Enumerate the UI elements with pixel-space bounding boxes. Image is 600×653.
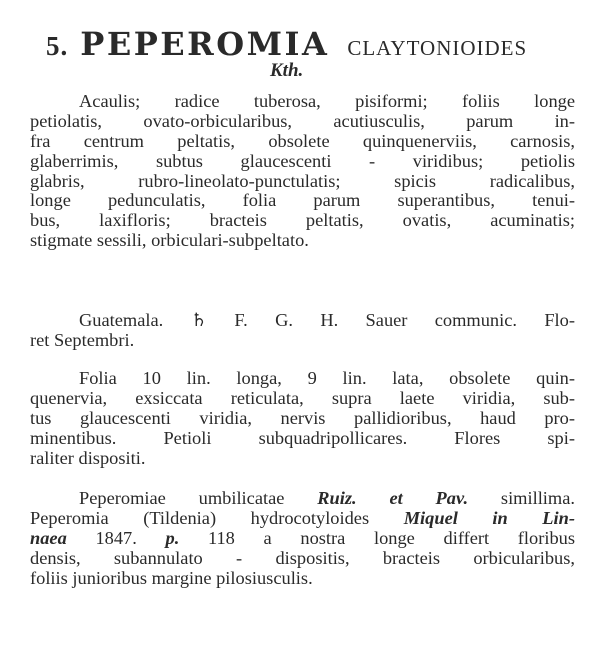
text-line — [30, 509, 575, 529]
cited-authors: Ruiz. et Pav. — [317, 488, 469, 508]
text-line: stigmate sessili, orbiculari-subpeltato. — [30, 230, 309, 251]
species-number: 5. — [46, 31, 69, 61]
species-epithet: CLAYTONIOIDES — [347, 36, 528, 60]
text-line: bus, laxifloris; bracteis peltatis, ovatis, acuminatis; — [30, 210, 575, 231]
text-line — [30, 489, 575, 509]
comparison-paragraph — [30, 489, 575, 588]
cited-journal: naea — [30, 527, 67, 548]
text-line: glabris, rubro-lineolato-punctulatis; spicis radicalibus, — [30, 170, 575, 191]
text-line: ret Septembri. — [30, 329, 135, 350]
locality-paragraph — [30, 311, 575, 351]
text-run: simillima. — [468, 488, 575, 508]
text-run: Peperomiae umbilicatae — [79, 488, 318, 508]
text-line: foliis junioribus margine pilosiusculis. — [30, 567, 313, 588]
text-line: fra centrum peltatis, obsolete quinquenerviis, carnosis, — [30, 130, 575, 151]
leaves-paragraph — [30, 369, 575, 468]
text-run: Peperomia (Tildenia) hydrocotyloides — [30, 507, 404, 528]
species-heading — [46, 26, 586, 69]
genus-name: PEPEROMIA — [80, 25, 330, 63]
text-line: quenervia, exsiccata reticulata, supra laete viridia, sub- — [30, 387, 575, 408]
text-line: densis, subannulato - dispositis, bracteis orbicularibus, — [30, 547, 575, 568]
text-run: 1847. — [66, 527, 166, 548]
text-line: longe pedunculatis, folia parum superantibus, tenui- — [30, 190, 575, 211]
text-line — [30, 529, 575, 549]
description-paragraph — [30, 92, 575, 251]
text-line: Folia 10 lin. longa, 9 lin. lata, obsolete quin- — [79, 368, 575, 388]
text-line: petiolatis, ovato-orbicularibus, acutiusculis, parum in- — [30, 110, 575, 131]
text-line: raliter dispositi. — [30, 447, 146, 468]
text-line: minentibus. Petioli subquadripollicares. Flores spi- — [30, 427, 575, 448]
author-citation: Kth. — [270, 60, 304, 81]
page-abbrev: p. — [165, 527, 180, 548]
text-line: glaberrimis, subtus glaucescenti - viridibus; petiolis — [30, 150, 575, 171]
text-line: Acaulis; radice tuberosa, pisiformi; foliis longe — [79, 91, 575, 111]
text-run: 118 a nostra longe differt floribus — [179, 527, 576, 548]
text-line: Guatemala. ♄ F. G. H. Sauer communic. Flo- — [79, 310, 575, 330]
cited-author: Miquel in Lin- — [403, 507, 575, 528]
text-line: tus glaucescenti viridia, nervis pallidioribus, haud pro- — [30, 407, 575, 428]
